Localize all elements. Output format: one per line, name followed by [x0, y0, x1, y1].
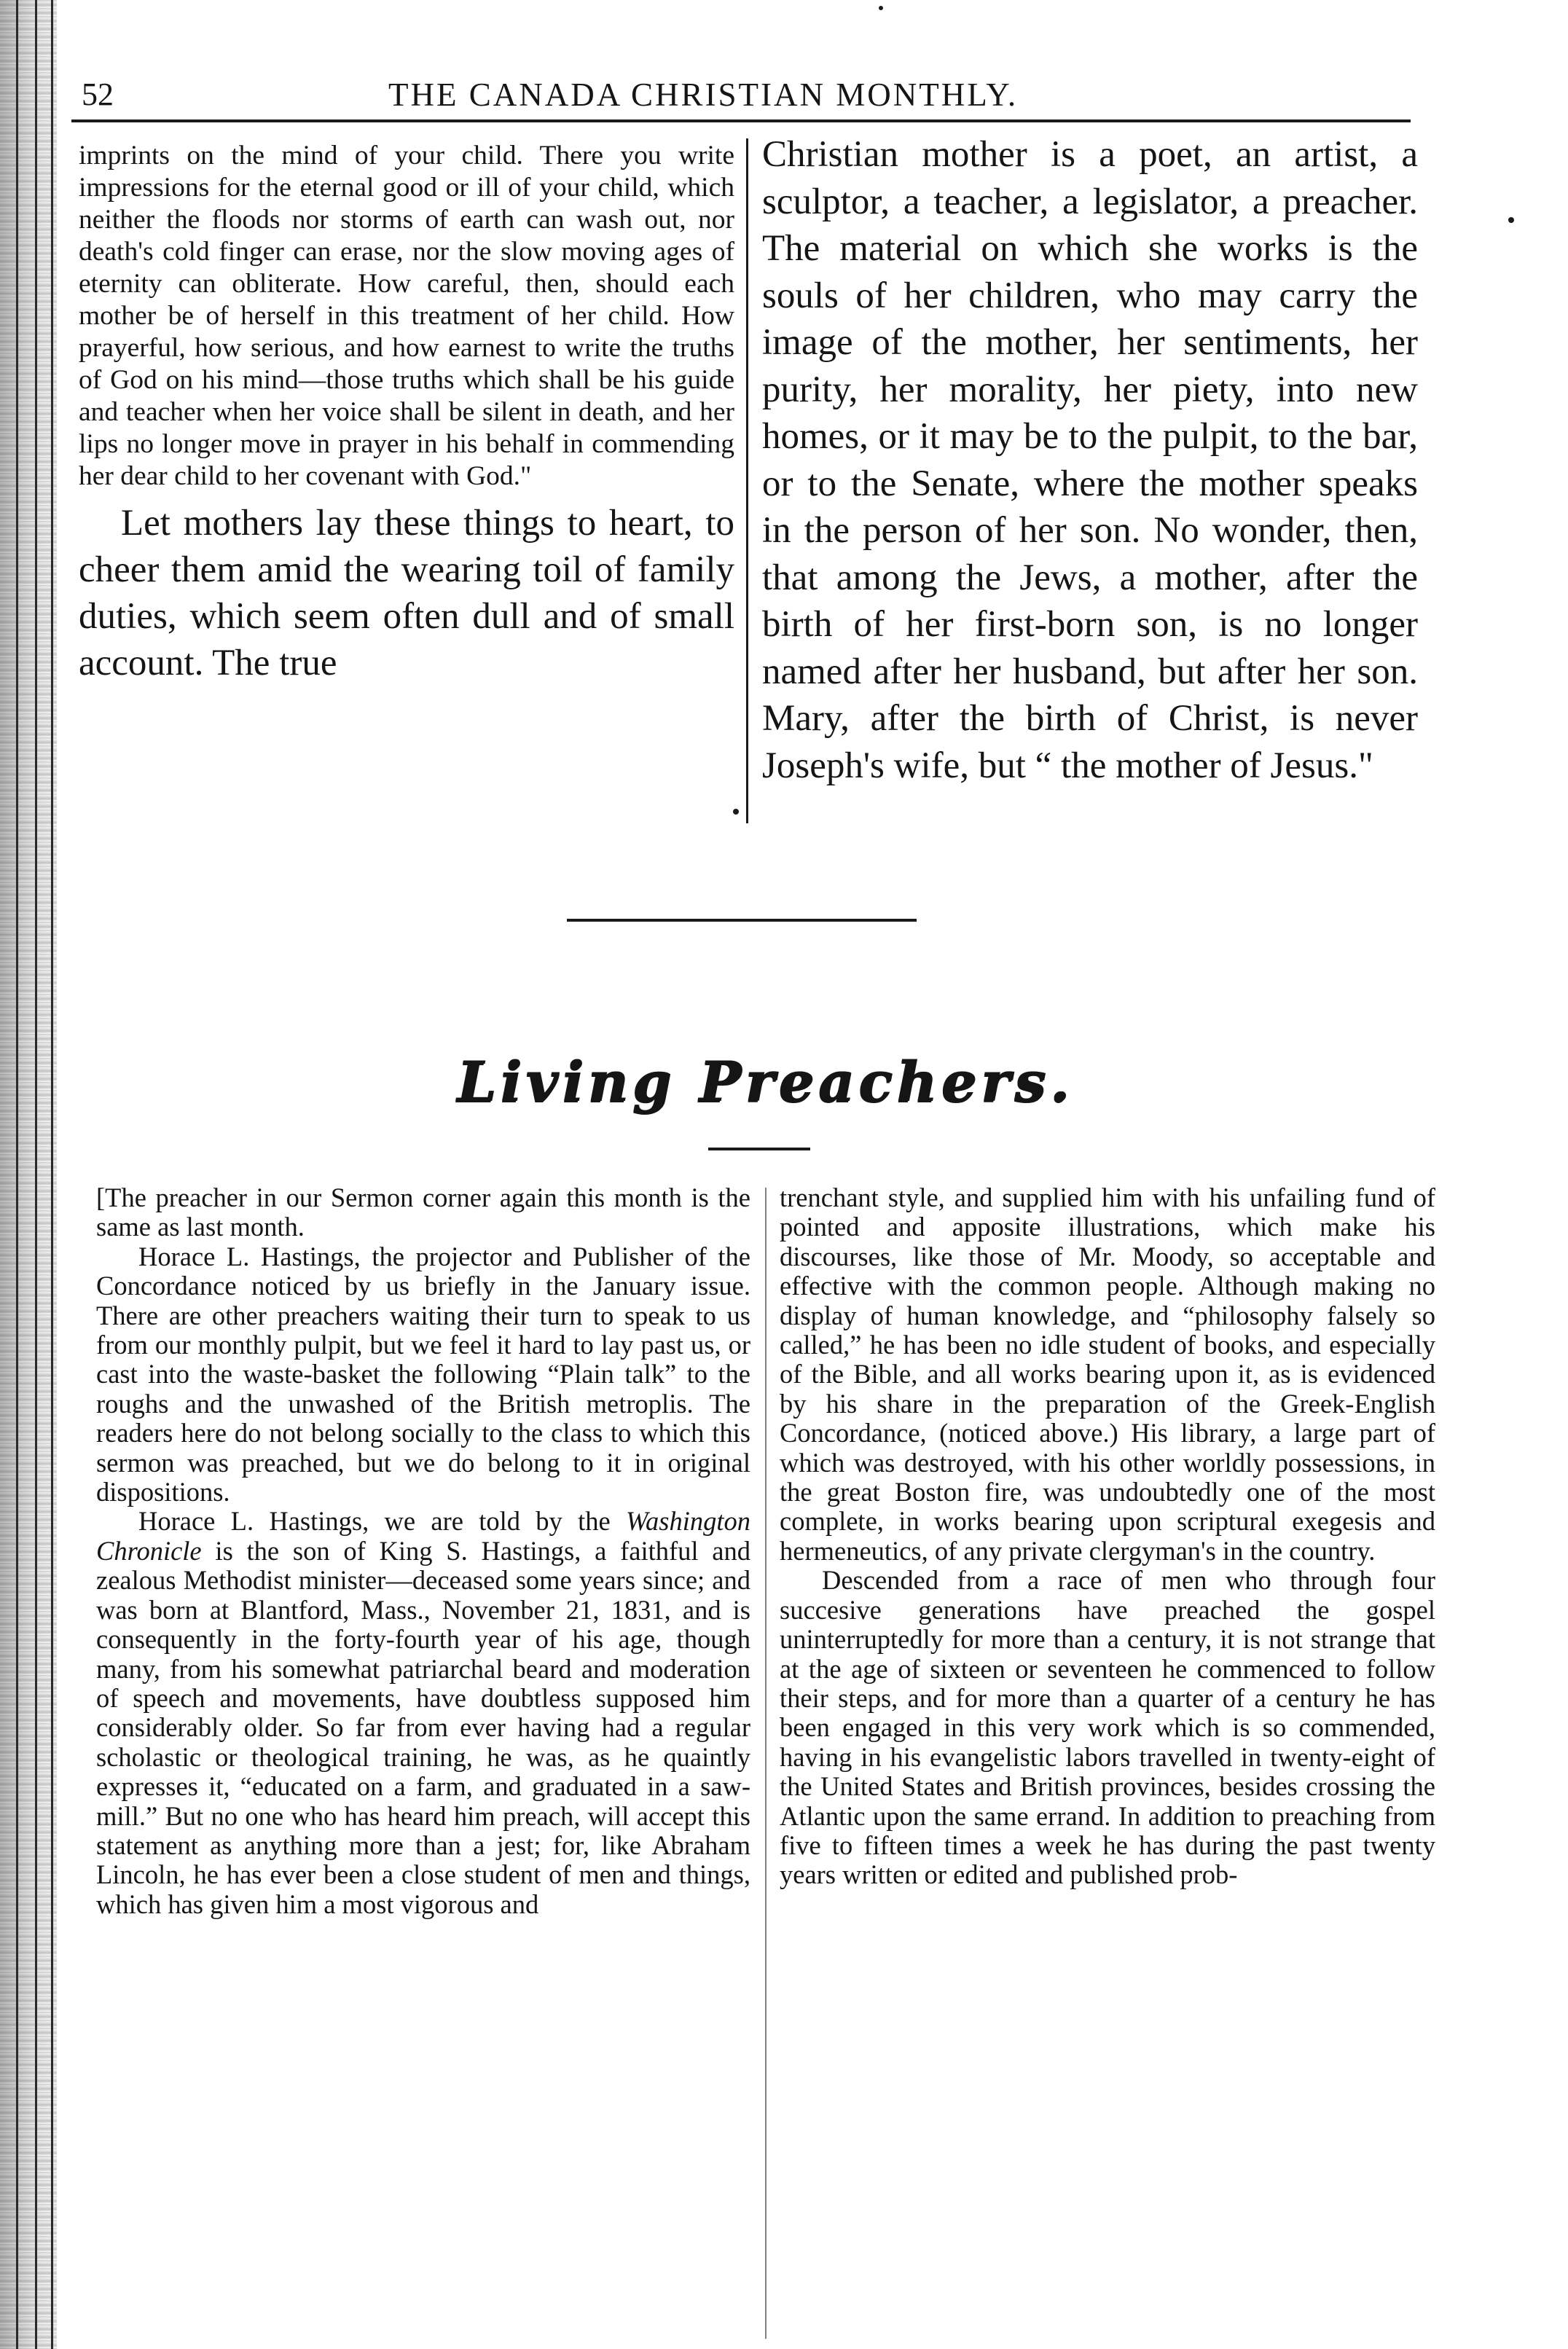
paragraph: Christian mother is a poet, an artist, a sculptor, a teacher, a legislator, a preacher. The material on which she works is the souls of her children, who may carry the image of the mother, her sentiments, her purity, her morality, her piety, into new homes, or it may be to the pulpit, to the bar, or to the Senate, where the mother speaks in the person of her son. No wonder, then, that among the Jews, a mother, after the birth of her first-born son, is no longer named after her husband, but after her son. Mary, after the birth of Christ, is never Joseph's wife, but “ the mother of Jesus.": [762, 134, 1418, 786]
gutter-line: [35, 0, 37, 2349]
heading-rule: [708, 1148, 810, 1150]
page-number: 52: [82, 77, 114, 112]
header-rule: [71, 119, 1411, 122]
top-left-column: [79, 140, 734, 686]
column-rule: [765, 1188, 767, 2339]
paragraph-text: Horace L. Hastings, we are told by the: [138, 1506, 611, 1537]
paragraph: imprints on the mind of your child. There you write impressions for the eternal good or ill of your child, which neither the floods nor storms of earth can wash out, nor death's cold finger can erase, nor the slow moving ages of eternity can obliterate. How careful, then, should each mother be of herself in this treatment of her child. How prayerful, how serious, and how earnest to write the truths of God on his mind—those truths which shall be his guide and teacher when her voice shall be silent in death, and her lips no longer move in prayer in his behalf in commending her dear child to her covenant with God.": [79, 141, 734, 491]
paragraph: Let mothers lay these things to heart, to cheer them amid the wearing toil of family duties, which seem often dull and of small account. The true: [79, 503, 734, 683]
gutter-line: [51, 0, 53, 2349]
bottom-left-column: [96, 1183, 750, 1919]
section-heading: [437, 1049, 1093, 1114]
print-speck: [733, 809, 739, 815]
page-header: [71, 76, 1411, 121]
paragraph: Horace L. Hastings, the projector and Publisher of the Concordance noticed by us briefly in the January issue. There are other preachers waiting their turn to speak to us from our monthly pulpit, but we feel it hard to lay past us, or cast into the waste-basket the following “Plain talk” to the roughs and the unwashed of the British metroplis. The readers here do not belong socially to the class to which this sermon was preached, but we do belong to it in original dispositions.: [96, 1241, 750, 1507]
column-rule: [746, 138, 748, 823]
print-speck: [879, 6, 883, 10]
print-speck: [1508, 217, 1514, 223]
paragraph: trenchant style, and supplied him with his unfailing fund of pointed and apposite illustrations, which make his discourses, like those of Mr. Moody, so acceptable and effective with the common people. Although making no display of human knowledge, and “philosophy falsely so called,” he has been no idle student of books, and especially of the Bible, and all works bearing upon it, as is evidenced by his share in the preparation of the Greek-English Concordance, (noticed above.) His library, a large part of which was destroyed, with his other worldly possessions, in the great Boston fire, was undoubtedly one of the most complete, in works bearing upon scriptural exegesis and hermeneutics, of any private clergyman's in the country.: [780, 1183, 1435, 1566]
publication-name: Washington Chronicle: [96, 1506, 751, 1566]
running-title: THE CANADA CHRISTIAN MONTHLY.: [388, 77, 1019, 113]
paragraph: [96, 1507, 750, 1919]
bottom-right-column: [780, 1183, 1435, 1890]
binding-gutter: [0, 0, 57, 2349]
paragraph: [The preacher in our Sermon corner again this month is the same as last month.: [96, 1183, 750, 1242]
paragraph: Descended from a race of men who through four succesive generations have preached the gospel uninterruptedly for more than a century, it is not strange that at the age of sixteen or seventeen he commenced to follow their steps, and for more than a quarter of a century he has been engaged in this very work which is so commended, having in his evangelistic labors travelled in twenty-eight of the United States and British provinces, besides crossing the Atlantic upon the same errand. In addition to preaching from five to fifteen times a week he has during the past twenty years written or edited and published prob-: [780, 1565, 1435, 1890]
gutter-line: [16, 0, 18, 2349]
top-right-column: [762, 131, 1418, 789]
section-heading-text: Living Preachers.: [456, 1049, 1074, 1114]
section-divider: [567, 919, 917, 922]
paragraph-text: is the son of King S. Hastings, a faithful and zealous Methodist minister—deceased some years since; and was born at Blantford, Mass., November 21, 1831, and is consequently in the forty-fourth year of his age, though many, from his somewhat patriarchal beard and moderation of speech and movements, have doubtless supposed him considerably older. So far from ever having had a regular scholastic or theological training, he was, as he quaintly expresses it, “educated on a farm, and graduated in a saw-mill.” But no one who has heard him preach, will accept this statement as anything more than a jest; for, like Abraham Lincoln, he has ever been a close student of men and things, which has given him a most vigorous and: [96, 1535, 751, 1919]
